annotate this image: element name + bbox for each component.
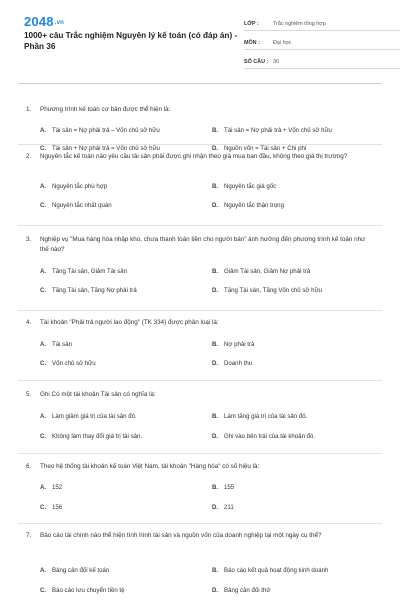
meta-label: LỚP :	[244, 21, 259, 27]
divider	[18, 144, 382, 145]
question-number: 1.	[26, 106, 32, 113]
document-header	[18, 0, 382, 84]
option-letter: B.	[212, 413, 219, 420]
divider	[18, 380, 382, 381]
option-letter: D.	[212, 433, 219, 440]
option-b[interactable]	[212, 183, 276, 190]
option-c[interactable]	[40, 587, 125, 594]
meta-value: Đại học	[273, 40, 292, 46]
question-number: 4.	[26, 319, 32, 326]
meta-label: SỐ CÂU :	[244, 59, 269, 65]
option-text: Nguyên tắc thận trọng	[224, 202, 284, 209]
option-text: Tài sản + Nợ phải trả = Vốn chủ sở hữu	[52, 145, 160, 152]
option-letter: B.	[212, 127, 219, 134]
option-letter: D.	[212, 587, 219, 594]
question-text: Ghi Có một tài khoản Tài sản có nghĩa là:	[40, 391, 156, 398]
divider	[18, 310, 382, 311]
option-c[interactable]	[40, 145, 160, 152]
option-d[interactable]	[212, 360, 252, 367]
page-title: 1000+ câu Trắc nghiệm Nguyên lý kế toán (có đáp án) - Phần 36	[24, 31, 238, 51]
question-number: 7.	[26, 532, 32, 539]
question-4	[18, 318, 382, 367]
divider	[18, 453, 382, 454]
option-text: Ghi vào bên trái của tài khoản đó.	[224, 433, 316, 440]
option-b[interactable]	[212, 567, 328, 574]
option-d[interactable]	[212, 433, 315, 440]
option-text: 152	[52, 484, 63, 491]
option-d[interactable]	[212, 287, 322, 294]
option-letter: C.	[40, 433, 47, 440]
option-a[interactable]	[40, 341, 72, 348]
option-text: Tài sản = Nợ phải trả + Vốn chủ sở hữu	[224, 127, 332, 134]
option-letter: C.	[40, 360, 47, 367]
question-text: Theo hệ thống tài khoản kế toán Việt Nam, tài khoản "Hàng hóa" có số hiệu là:	[40, 463, 260, 470]
option-text: 156	[52, 504, 63, 511]
question-3	[18, 235, 382, 294]
meta-value: 30	[273, 59, 279, 65]
meta-label: MÔN :	[244, 40, 260, 46]
option-a[interactable]	[40, 268, 127, 275]
option-text: Giảm Tài sản, Giảm Nợ phải trả	[224, 268, 311, 275]
option-text: Vốn chủ sở hữu	[52, 360, 96, 367]
meta-row-count	[244, 52, 400, 69]
question-number: 5.	[26, 391, 32, 398]
option-text: 211	[224, 504, 234, 511]
question-6	[18, 462, 382, 511]
option-b[interactable]	[212, 268, 310, 275]
option-text: Tăng Tài sản, Giảm Tài sản	[52, 268, 127, 275]
question-number: 6.	[26, 463, 32, 470]
option-letter: C.	[40, 287, 47, 294]
option-letter: C.	[40, 202, 47, 209]
option-text: Nguyên tắc giá gốc	[224, 183, 277, 190]
option-text: Nguyên tắc phù hợp	[52, 183, 108, 190]
option-text: Tài sản = Nợ phải trả – Vốn chủ sở hữu	[52, 127, 160, 134]
option-text: Không làm thay đổi giá trị tài sản.	[52, 433, 143, 440]
option-text: Tăng Tài sản, Tăng Nợ phải trả	[52, 287, 137, 294]
option-text: Bảng cân đối kế toán	[52, 567, 110, 574]
option-text: Nợ phải trả	[224, 341, 255, 348]
option-text: Doanh thu	[224, 360, 253, 367]
option-text: Tăng Tài sản, Tăng Vốn chủ sở hữu	[224, 287, 322, 294]
option-letter: A.	[40, 127, 47, 134]
option-letter: C.	[40, 587, 47, 594]
option-b[interactable]	[212, 341, 254, 348]
option-letter: A.	[40, 413, 47, 420]
question-text: Nghiệp vụ "Mua hàng hóa nhập kho, chưa thanh toán tiền cho người bán" ảnh hưởng đến phương trình kế toán như thế nào?	[40, 236, 366, 253]
option-letter: D.	[212, 504, 219, 511]
option-b[interactable]	[212, 127, 332, 134]
question-1	[18, 105, 382, 152]
option-letter: C.	[40, 504, 47, 511]
option-d[interactable]	[212, 587, 270, 594]
option-a[interactable]	[40, 567, 109, 574]
option-letter: B.	[212, 341, 219, 348]
option-b[interactable]	[212, 413, 307, 420]
option-letter: B.	[212, 567, 219, 574]
option-letter: A.	[40, 567, 47, 574]
question-2	[18, 152, 382, 209]
logo-suffix: .vn	[54, 20, 65, 26]
question-7	[18, 531, 382, 594]
option-d[interactable]	[212, 202, 284, 209]
question-number: 2.	[26, 153, 32, 160]
option-text: Nguyên tắc nhất quán	[52, 202, 112, 209]
option-c[interactable]	[40, 287, 137, 294]
option-text: Bảng cân đối thử	[224, 587, 271, 594]
option-c[interactable]	[40, 360, 96, 367]
question-text: Tài khoản "Phải trả người lao động" (TK 334) được phân loại là:	[40, 319, 219, 326]
option-letter: B.	[212, 484, 219, 491]
option-text: Làm giảm giá trị của tài sản đó.	[52, 413, 137, 420]
meta-row-class	[244, 14, 400, 31]
option-letter: D.	[212, 360, 219, 367]
option-text: Làm tăng giá trị của tài sản đó.	[224, 413, 308, 420]
question-text: Nguyên tắc kế toán nào yêu cầu tài sản phải được ghi nhận theo giá mua ban đầu, không theo giá thị trường?	[40, 153, 348, 160]
option-text: Báo cáo lưu chuyển tiền tệ	[52, 587, 125, 594]
option-letter: A.	[40, 484, 47, 491]
option-a[interactable]	[40, 413, 137, 420]
option-text: Tài sản	[52, 341, 72, 348]
option-a[interactable]	[40, 183, 107, 190]
site-logo[interactable]	[24, 14, 64, 29]
option-c[interactable]	[40, 504, 62, 511]
option-b[interactable]	[212, 484, 234, 491]
question-5	[18, 390, 382, 440]
option-letter: B.	[212, 268, 219, 275]
option-text: Báo cáo kết quả hoạt động kinh doanh	[224, 567, 329, 574]
meta-row-subject	[244, 33, 400, 50]
divider	[18, 225, 382, 226]
option-letter: A.	[40, 341, 47, 348]
option-text: Nguồn vốn = Tài sản + Chi phí	[224, 145, 307, 152]
option-letter: A.	[40, 268, 47, 275]
divider	[18, 523, 382, 524]
meta-value: Trắc nghiệm tổng hợp	[273, 21, 326, 27]
option-text: 155	[224, 484, 235, 491]
option-letter: A.	[40, 183, 47, 190]
option-letter: D.	[212, 287, 219, 294]
option-letter: D.	[212, 202, 219, 209]
option-letter: C.	[40, 145, 47, 152]
option-c[interactable]	[40, 433, 142, 440]
meta-info	[244, 14, 400, 71]
option-d[interactable]	[212, 145, 307, 152]
question-number: 3.	[26, 236, 32, 243]
option-a[interactable]	[40, 484, 62, 491]
option-c[interactable]	[40, 202, 112, 209]
option-letter: D.	[212, 145, 219, 152]
question-text: Báo cáo tài chính nào thể hiện tình hình tài sản và nguồn vốn của doanh nghiệp tại một ngày cụ thể?	[40, 532, 322, 539]
option-letter: B.	[212, 183, 219, 190]
option-d[interactable]	[212, 504, 234, 511]
question-text: Phương trình kế toán cơ bản được thể hiện là:	[40, 106, 171, 113]
logo-text: 2048	[24, 14, 54, 29]
option-a[interactable]	[40, 127, 160, 134]
